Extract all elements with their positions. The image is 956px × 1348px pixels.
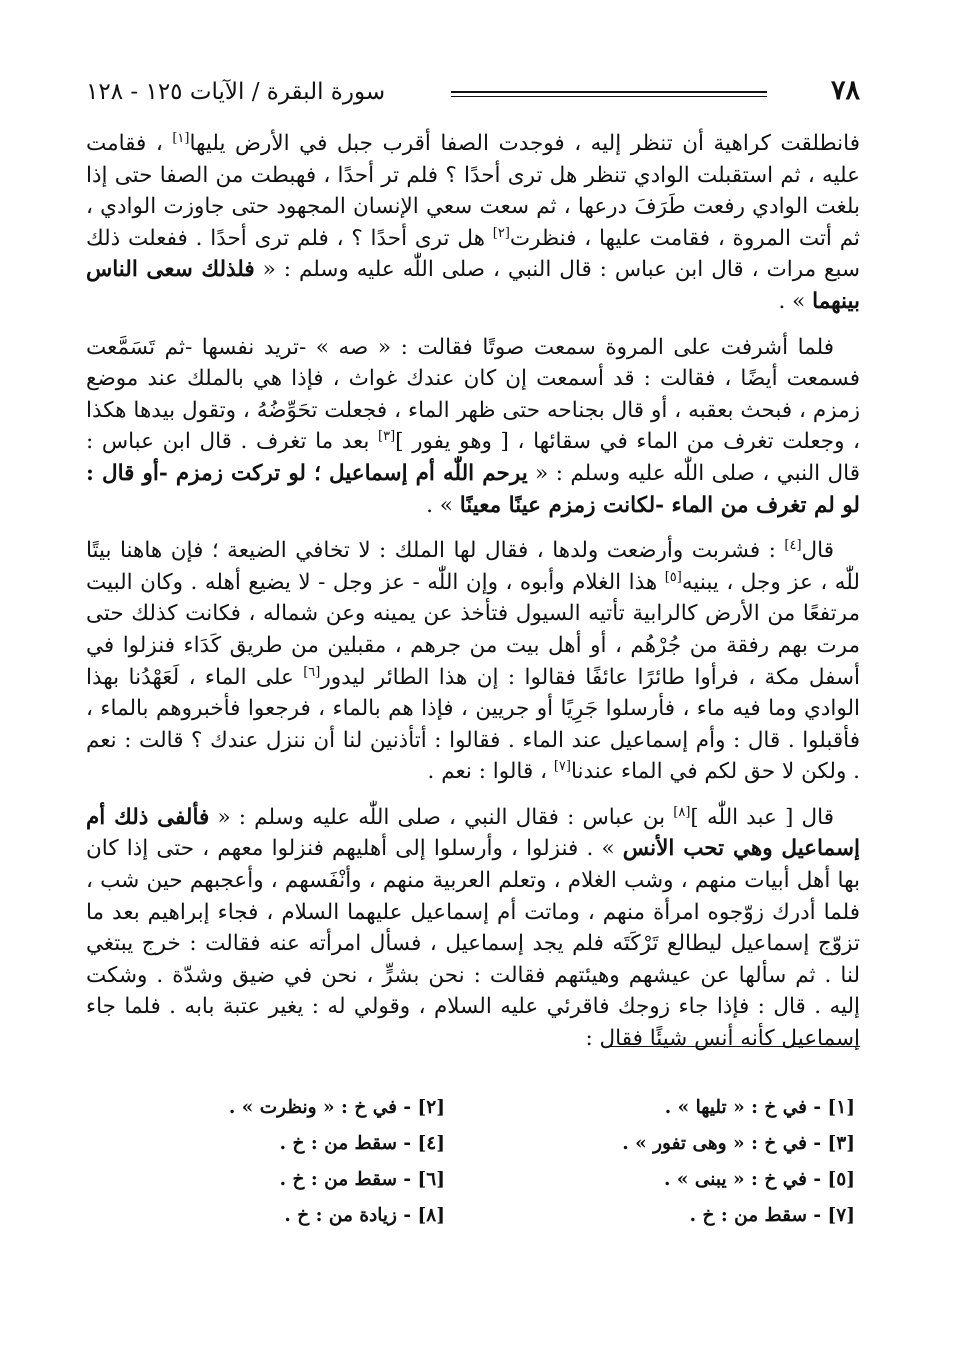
footnote-6: [٦] - سقط من : خ . bbox=[279, 1169, 445, 1190]
paragraph-1 bbox=[86, 128, 860, 318]
text-run: بعد ما تغرف . قال ابن عباس : قال النبي ، صلى اللّٰه عليه وسلم : « bbox=[86, 429, 860, 486]
text-run: » . bbox=[778, 288, 813, 314]
hadith-quote: فألفى ذلك أم إسماعيل وهي تحب الأنس bbox=[86, 804, 860, 862]
text-run: ، قالوا : نعم . bbox=[427, 759, 554, 785]
text-run: » . فنزلوا ، وأرسلوا إلى أهليهم فنزلوا معهم ، حتى إذا كان بها أهل أبيات منهم ، وشب الغلام ، وتعلم العربية منهم ، وأنْفَسهم ، وأعجبهم حين شب ، فلما أدرك زوّجوه امرأة منهم ، وماتت أم إسماعيل عليهما السلام ، فجاء إبراهيم بعد ما تزوّج إسماعيل ليطالع تَرْكَتَه فلم يجد إسماعيل ، فسأل امرأته عنه فقالت : خرج يبتغي لنا . ثم سألها عن عيشهم وهيئتهم فقالت : نحن بشرٍّ ، نحن في ضيق وشدّة . وشكت إليه . قال : فإذا جاء زوجك فاقرئي عليه السلام ، وقولي له : يغير عتبة بابه . فلما جاء إسماعيل كأنه أنس شيئًا فقال : bbox=[86, 836, 860, 1052]
page-header bbox=[86, 74, 860, 114]
footnote-ref-5: [٥] bbox=[664, 569, 682, 585]
hadith-quote: فلذلك سعى الناس بينهما bbox=[86, 257, 860, 314]
paragraph-3 bbox=[86, 535, 860, 788]
text-run: هل ترى أحدًا ؟ ، فلم ترى أحدًا . ففعلت ذلك سبع مرات ، قال ابن عباس : قال النبي ، صلى اللّٰه عليه وسلم : « bbox=[86, 225, 860, 283]
text-run: بن عباس : فقال النبي ، صلى اللّٰه عليه وسلم : « bbox=[209, 804, 674, 830]
hadith-quote: يرحم اللّٰه أم إسماعيل ؛ لو تركت زمزم -أو قال : لو لم تغرف من الماء -لكانت زمزم عينًا معينًا bbox=[86, 460, 860, 518]
footnotes-left-column bbox=[85, 1090, 445, 1234]
footnote-3: [٣] - في خ : « وهى تفور » . bbox=[622, 1133, 855, 1154]
running-title: سورة البقرة / الآيات ١٢٥ - ١٢٨ bbox=[86, 79, 386, 105]
footnote-ref-3: [٣] bbox=[378, 429, 396, 445]
text-run: هذا الغلام وأبوه ، وإن اللّٰه - عز وجل - لا يضيع أهله . وكان البيت مرتفعًا من الأرض كالرابية تأتيه السيول فتأخذ عن يمينه وعن شماله ، فكانت كذلك حتى مرت بهم رفقة من جُرْهُم ، أو أهل بيت من جرهم ، مقبلين من طريق كَدَاء فنزلوا في أسفل مكة ، فرأوا طائرًا عائفًا فقالوا : إن هذا الطائر ليدور bbox=[86, 569, 860, 690]
footnote-4: [٤] - سقط من : خ . bbox=[279, 1133, 445, 1154]
text-run: » . bbox=[426, 492, 460, 518]
footnote-5: [٥] - في خ : « يبنى » . bbox=[664, 1169, 855, 1190]
footnote-ref-6: [٦] bbox=[303, 664, 321, 680]
main-text bbox=[86, 128, 860, 1069]
text-run: على الماء ، لَعَهْدُنا بهذا الوادي وما فيه ماء ، فأرسلوا جَرِيًا أو جريين ، فإذا هم بالماء ، فرجعوا فأخبروهم بالماء ، فأقبلوا . قال : وأم إسماعيل عند الماء . فقالوا : أتأذنين لنا أن ننزل عندك ؟ قالت : نعم . ولكن لا حق لكم في الماء عندنا bbox=[86, 664, 860, 785]
footnote-ref-1: [١] bbox=[172, 130, 190, 146]
footnote-ref-2: [٢] bbox=[492, 225, 510, 241]
paragraph-4 bbox=[86, 802, 860, 1055]
footnote-8: [٨] - زيادة من : خ . bbox=[284, 1205, 445, 1226]
footnote-rule bbox=[610, 1046, 860, 1047]
footnote-2: [٢] - في خ : « ونظرت » . bbox=[228, 1097, 445, 1118]
text-run: ، فقامت عليه ، ثم استقبلت الوادي تنظر هل ترى أحدًا ؟ فلم تر أحدًا ، فهبطت من الصفا حتى إذا بلغت الوادي رفعت طَرَفَ درعها ، ثم سعت سعي الإنسان المجهود حتى جاوزت الوادي ، ثم أتت المروة ، فقامت عليها ، فنظرت bbox=[86, 131, 860, 251]
footnote-ref-7: [٧] bbox=[553, 759, 571, 775]
text-run: قال [ عبد اللّٰه ] bbox=[690, 804, 834, 830]
footnote-ref-4: [٤] bbox=[784, 537, 802, 553]
text-run: فلما أشرفت على المروة سمعت صوتًا فقالت : « صه » -تريد نفسها -ثم تَسَمَّعت فسمعت أيضًا ، فقالت : قد أسمعت إن كان عندك غواث ، فإذا هي بالملك عند موضع زمزم ، فبحث بعقبه ، أو قال بجناحه حتى ظهر الماء ، فجعلت تحَوِّضُهُ ، وتقول بيدها هكذا ، وجعلت تغرف من الماء في سقائها ، [ وهو يفور ] bbox=[86, 334, 860, 455]
text-run: قال bbox=[801, 538, 834, 564]
text-run: : فشربت وأرضعت ولدها ، فقال لها الملك : لا تخافي الضيعة ؛ فإن هاهنا بيتًا للّٰه ، عز وجل ، يبنيه bbox=[86, 538, 860, 595]
footnote-ref-8: [٨] bbox=[673, 804, 691, 820]
page-number: ٧٨ bbox=[830, 75, 860, 106]
paragraph-2 bbox=[86, 332, 860, 522]
footnote-1: [١] - في خ : « تليها » . bbox=[664, 1097, 855, 1118]
header-rule bbox=[451, 91, 767, 97]
footnote-7: [٧] - سقط من : خ . bbox=[689, 1205, 855, 1226]
footnotes-right-column bbox=[495, 1090, 855, 1234]
text-run: فانطلقت كراهية أن تنظر إليه ، فوجدت الصفا أقرب جبل في الأرض يليها bbox=[189, 131, 860, 156]
